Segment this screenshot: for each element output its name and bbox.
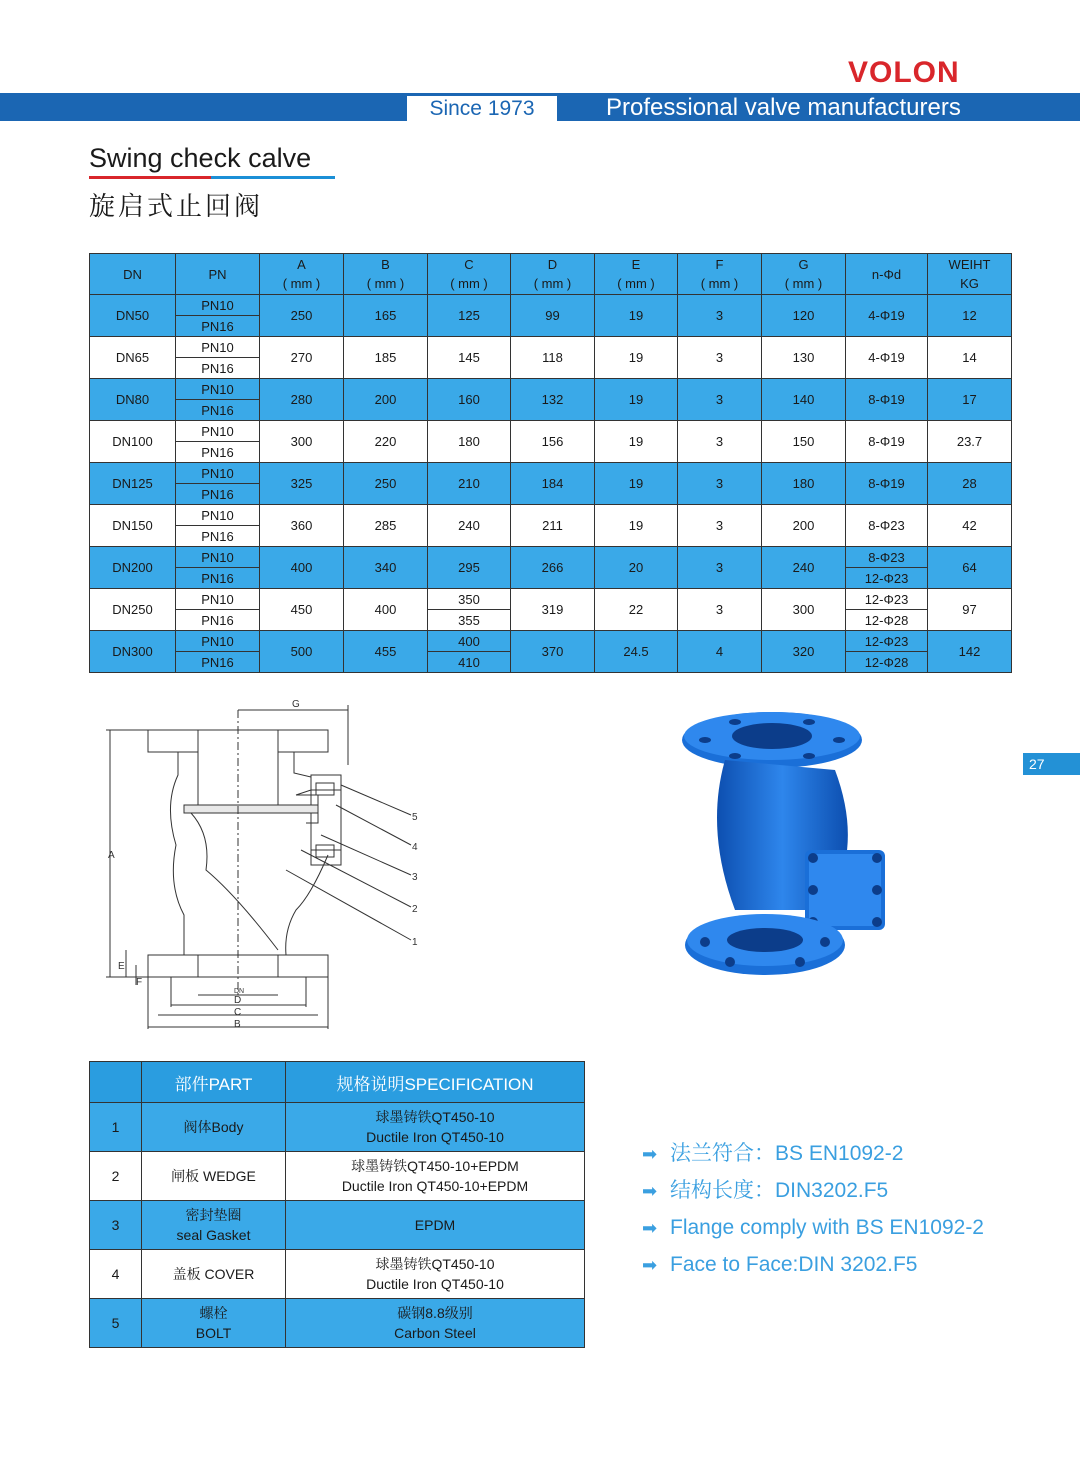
- table-cell: 180: [762, 463, 846, 505]
- brand-logo: VOLON: [848, 56, 960, 89]
- table-cell: 450: [260, 589, 344, 631]
- header-cell: C ( mm ): [428, 254, 511, 295]
- table-cell: 99: [511, 295, 595, 337]
- part-specification: [286, 1299, 585, 1348]
- dim-label: B: [234, 1019, 241, 1030]
- table-cell: DN100: [90, 421, 176, 463]
- valve-product-image: [665, 710, 895, 980]
- table-cell: PN16: [176, 442, 260, 463]
- table-cell: 8-Φ19: [846, 421, 928, 463]
- table-cell: 19: [595, 379, 678, 421]
- table-cell: 400: [260, 547, 344, 589]
- table-cell: 8-Φ19: [846, 379, 928, 421]
- page-number: 27: [1023, 753, 1080, 775]
- table-cell: PN16: [176, 568, 260, 589]
- table-cell: 270: [260, 337, 344, 379]
- table-cell: 220: [344, 421, 428, 463]
- since-label: Since 1973: [407, 96, 557, 121]
- table-cell: 125: [428, 295, 511, 337]
- spec-line: 碳钢8.8级别: [397, 1305, 473, 1321]
- dim-label: DN: [234, 988, 245, 995]
- part-number: 2: [90, 1152, 142, 1201]
- table-cell: 211: [511, 505, 595, 547]
- arrow-right-icon: ➡: [642, 1144, 658, 1164]
- spec-line: Ductile Iron QT450-10: [366, 1276, 504, 1292]
- table-cell: 150: [762, 421, 846, 463]
- dimensions-table: [89, 253, 1012, 673]
- header-cell: [90, 1062, 142, 1103]
- table-cell: 14: [928, 337, 1012, 379]
- header-cell: F ( mm ): [678, 254, 762, 295]
- table-row: [90, 1299, 585, 1348]
- table-cell: 4-Φ19: [846, 337, 928, 379]
- part-name-line: BOLT: [195, 1325, 232, 1341]
- table-row: [90, 421, 1012, 442]
- table-cell: PN16: [176, 652, 260, 673]
- table-cell: 184: [511, 463, 595, 505]
- table-row: [90, 337, 1012, 358]
- table-cell: 355: [428, 610, 511, 631]
- spec-line: 球墨铸铁QT450-10: [375, 1109, 495, 1125]
- part-number: 5: [90, 1299, 142, 1348]
- table-cell: 132: [511, 379, 595, 421]
- table-cell: 8-Φ23: [846, 505, 928, 547]
- table-cell: 3: [678, 589, 762, 631]
- header-cell: n-Φd: [846, 254, 928, 295]
- spec-line: 球墨铸铁QT450-10+EPDM: [351, 1158, 519, 1174]
- header-cell: PN: [176, 254, 260, 295]
- part-number: 3: [90, 1201, 142, 1250]
- table-cell: DN80: [90, 379, 176, 421]
- table-cell: 266: [511, 547, 595, 589]
- table-cell: 250: [260, 295, 344, 337]
- table-cell: 4-Φ19: [846, 295, 928, 337]
- table-cell: 145: [428, 337, 511, 379]
- table-row: [90, 1152, 585, 1201]
- table-cell: 12-Φ23: [846, 568, 928, 589]
- table-cell: 300: [260, 421, 344, 463]
- table-cell: 3: [678, 421, 762, 463]
- table-cell: 4: [678, 631, 762, 673]
- table-row: [90, 505, 1012, 526]
- part-specification: [286, 1103, 585, 1152]
- callout-number: 3: [412, 872, 418, 883]
- table-cell: PN16: [176, 526, 260, 547]
- arrow-right-icon: ➡: [642, 1255, 658, 1275]
- table-cell: 3: [678, 295, 762, 337]
- table-row: [90, 631, 1012, 652]
- note-item: ➡ 法兰符合：BS EN1092-2: [642, 1140, 984, 1177]
- dim-label: C: [234, 1007, 242, 1018]
- table-cell: 22: [595, 589, 678, 631]
- table-cell: 12-Φ23: [846, 631, 928, 652]
- part-name-line: 闸板 WEDGE: [171, 1168, 256, 1184]
- table-row: [90, 1250, 585, 1299]
- header-cell: D ( mm ): [511, 254, 595, 295]
- header-cell: DN: [90, 254, 176, 295]
- table-cell: 319: [511, 589, 595, 631]
- header-cell: B ( mm ): [344, 254, 428, 295]
- part-name: [142, 1299, 286, 1348]
- table-cell: 3: [678, 463, 762, 505]
- table-cell: 142: [928, 631, 1012, 673]
- table-cell: 240: [428, 505, 511, 547]
- part-name: [142, 1152, 286, 1201]
- table-cell: DN65: [90, 337, 176, 379]
- table-cell: 300: [762, 589, 846, 631]
- table-cell: 12-Φ28: [846, 652, 928, 673]
- table-cell: 42: [928, 505, 1012, 547]
- dim-label: D: [234, 995, 242, 1006]
- table-cell: 8-Φ19: [846, 463, 928, 505]
- dim-label: G: [292, 699, 300, 710]
- table-cell: 118: [511, 337, 595, 379]
- callout-number: 1: [412, 937, 418, 948]
- table-cell: 340: [344, 547, 428, 589]
- table-cell: 250: [344, 463, 428, 505]
- page-title-chinese: 旋启式止回阀: [89, 191, 264, 221]
- dimensions-header-row: [90, 254, 1012, 295]
- table-cell: 120: [762, 295, 846, 337]
- table-cell: PN10: [176, 421, 260, 442]
- table-cell: DN300: [90, 631, 176, 673]
- table-cell: 410: [428, 652, 511, 673]
- spec-line: Ductile Iron QT450-10: [366, 1129, 504, 1145]
- header-cell: E ( mm ): [595, 254, 678, 295]
- note-item: ➡ 结构长度：DIN3202.F5: [642, 1177, 984, 1214]
- table-cell: 370: [511, 631, 595, 673]
- table-cell: 23.7: [928, 421, 1012, 463]
- part-name: [142, 1250, 286, 1299]
- parts-table: [89, 1061, 585, 1348]
- title-underline-blue: [211, 176, 335, 179]
- table-cell: 240: [762, 547, 846, 589]
- table-cell: 280: [260, 379, 344, 421]
- table-cell: PN16: [176, 400, 260, 421]
- part-name: [142, 1201, 286, 1250]
- table-cell: PN10: [176, 337, 260, 358]
- table-cell: 180: [428, 421, 511, 463]
- table-cell: PN10: [176, 547, 260, 568]
- note-item: ➡ Face to Face:DIN 3202.F5: [642, 1251, 984, 1288]
- table-cell: 19: [595, 421, 678, 463]
- table-cell: 3: [678, 505, 762, 547]
- spec-line: Carbon Steel: [394, 1325, 476, 1341]
- header-cell: G ( mm ): [762, 254, 846, 295]
- table-cell: PN16: [176, 610, 260, 631]
- part-specification: [286, 1201, 585, 1250]
- dim-label: F: [136, 977, 143, 988]
- table-cell: 3: [678, 337, 762, 379]
- part-name: [142, 1103, 286, 1152]
- part-name-line: 阀体Body: [183, 1119, 244, 1135]
- table-cell: 285: [344, 505, 428, 547]
- table-cell: 325: [260, 463, 344, 505]
- table-cell: DN50: [90, 295, 176, 337]
- table-cell: 350: [428, 589, 511, 610]
- dim-label: E: [118, 961, 125, 972]
- table-cell: 130: [762, 337, 846, 379]
- valve-section-drawing: [96, 695, 426, 1035]
- arrow-right-icon: ➡: [642, 1181, 658, 1201]
- table-cell: 19: [595, 505, 678, 547]
- table-cell: 140: [762, 379, 846, 421]
- table-cell: 3: [678, 547, 762, 589]
- table-cell: 20: [595, 547, 678, 589]
- tagline: Professional valve manufacturers: [606, 94, 961, 121]
- table-cell: 19: [595, 295, 678, 337]
- callout-number: 5: [412, 812, 418, 823]
- table-cell: 8-Φ23: [846, 547, 928, 568]
- table-row: [90, 295, 1012, 316]
- table-cell: 200: [762, 505, 846, 547]
- table-cell: 3: [678, 379, 762, 421]
- table-cell: 160: [428, 379, 511, 421]
- table-cell: 64: [928, 547, 1012, 589]
- part-number: 4: [90, 1250, 142, 1299]
- table-cell: 19: [595, 463, 678, 505]
- part-specification: [286, 1152, 585, 1201]
- table-cell: 400: [428, 631, 511, 652]
- part-number: 1: [90, 1103, 142, 1152]
- header-cell: WEIHT KG: [928, 254, 1012, 295]
- page-title: Swing check calve: [89, 143, 312, 173]
- table-cell: PN10: [176, 379, 260, 400]
- table-cell: PN10: [176, 631, 260, 652]
- table-cell: PN10: [176, 505, 260, 526]
- table-cell: PN16: [176, 316, 260, 337]
- table-cell: 12-Φ28: [846, 610, 928, 631]
- callout-number: 2: [412, 904, 418, 915]
- table-cell: 455: [344, 631, 428, 673]
- spec-line: 球墨铸铁QT450-10: [375, 1256, 495, 1272]
- table-cell: 500: [260, 631, 344, 673]
- table-cell: 360: [260, 505, 344, 547]
- table-cell: DN200: [90, 547, 176, 589]
- part-name-line: 螺栓: [199, 1305, 228, 1321]
- spec-line: EPDM: [414, 1217, 456, 1233]
- table-cell: 24.5: [595, 631, 678, 673]
- table-row: [90, 547, 1012, 568]
- table-cell: 185: [344, 337, 428, 379]
- table-cell: 17: [928, 379, 1012, 421]
- table-cell: PN16: [176, 484, 260, 505]
- table-row: [90, 589, 1012, 610]
- callout-number: 4: [412, 842, 418, 853]
- part-name-line: 密封垫圈: [185, 1207, 242, 1223]
- part-name-line: seal Gasket: [176, 1227, 251, 1243]
- table-row: [90, 1103, 585, 1152]
- table-cell: 210: [428, 463, 511, 505]
- header-cell: A ( mm ): [260, 254, 344, 295]
- table-cell: 200: [344, 379, 428, 421]
- table-cell: 165: [344, 295, 428, 337]
- note-item: ➡ Flange comply with BS EN1092-2: [642, 1214, 984, 1251]
- dim-label: A: [108, 850, 115, 861]
- table-cell: 320: [762, 631, 846, 673]
- table-cell: 28: [928, 463, 1012, 505]
- parts-header-row: [90, 1062, 585, 1103]
- arrow-right-icon: ➡: [642, 1218, 658, 1238]
- table-cell: DN125: [90, 463, 176, 505]
- table-cell: 19: [595, 337, 678, 379]
- table-cell: PN10: [176, 463, 260, 484]
- header-cell: 规格说明SPECIFICATION: [286, 1062, 585, 1103]
- table-cell: 97: [928, 589, 1012, 631]
- table-cell: DN150: [90, 505, 176, 547]
- table-row: [90, 379, 1012, 400]
- part-specification: [286, 1250, 585, 1299]
- table-cell: 12-Φ23: [846, 589, 928, 610]
- header-cell: 部件PART: [142, 1062, 286, 1103]
- title-underline-red: [89, 176, 211, 179]
- standards-notes: [642, 1140, 984, 1288]
- table-row: [90, 1201, 585, 1250]
- table-cell: 295: [428, 547, 511, 589]
- table-cell: PN10: [176, 295, 260, 316]
- table-cell: 400: [344, 589, 428, 631]
- spec-line: Ductile Iron QT450-10+EPDM: [341, 1178, 529, 1194]
- table-cell: DN250: [90, 589, 176, 631]
- part-name-line: 盖板 COVER: [172, 1266, 255, 1282]
- table-cell: 12: [928, 295, 1012, 337]
- table-cell: PN10: [176, 589, 260, 610]
- table-cell: 156: [511, 421, 595, 463]
- table-row: [90, 463, 1012, 484]
- table-cell: PN16: [176, 358, 260, 379]
